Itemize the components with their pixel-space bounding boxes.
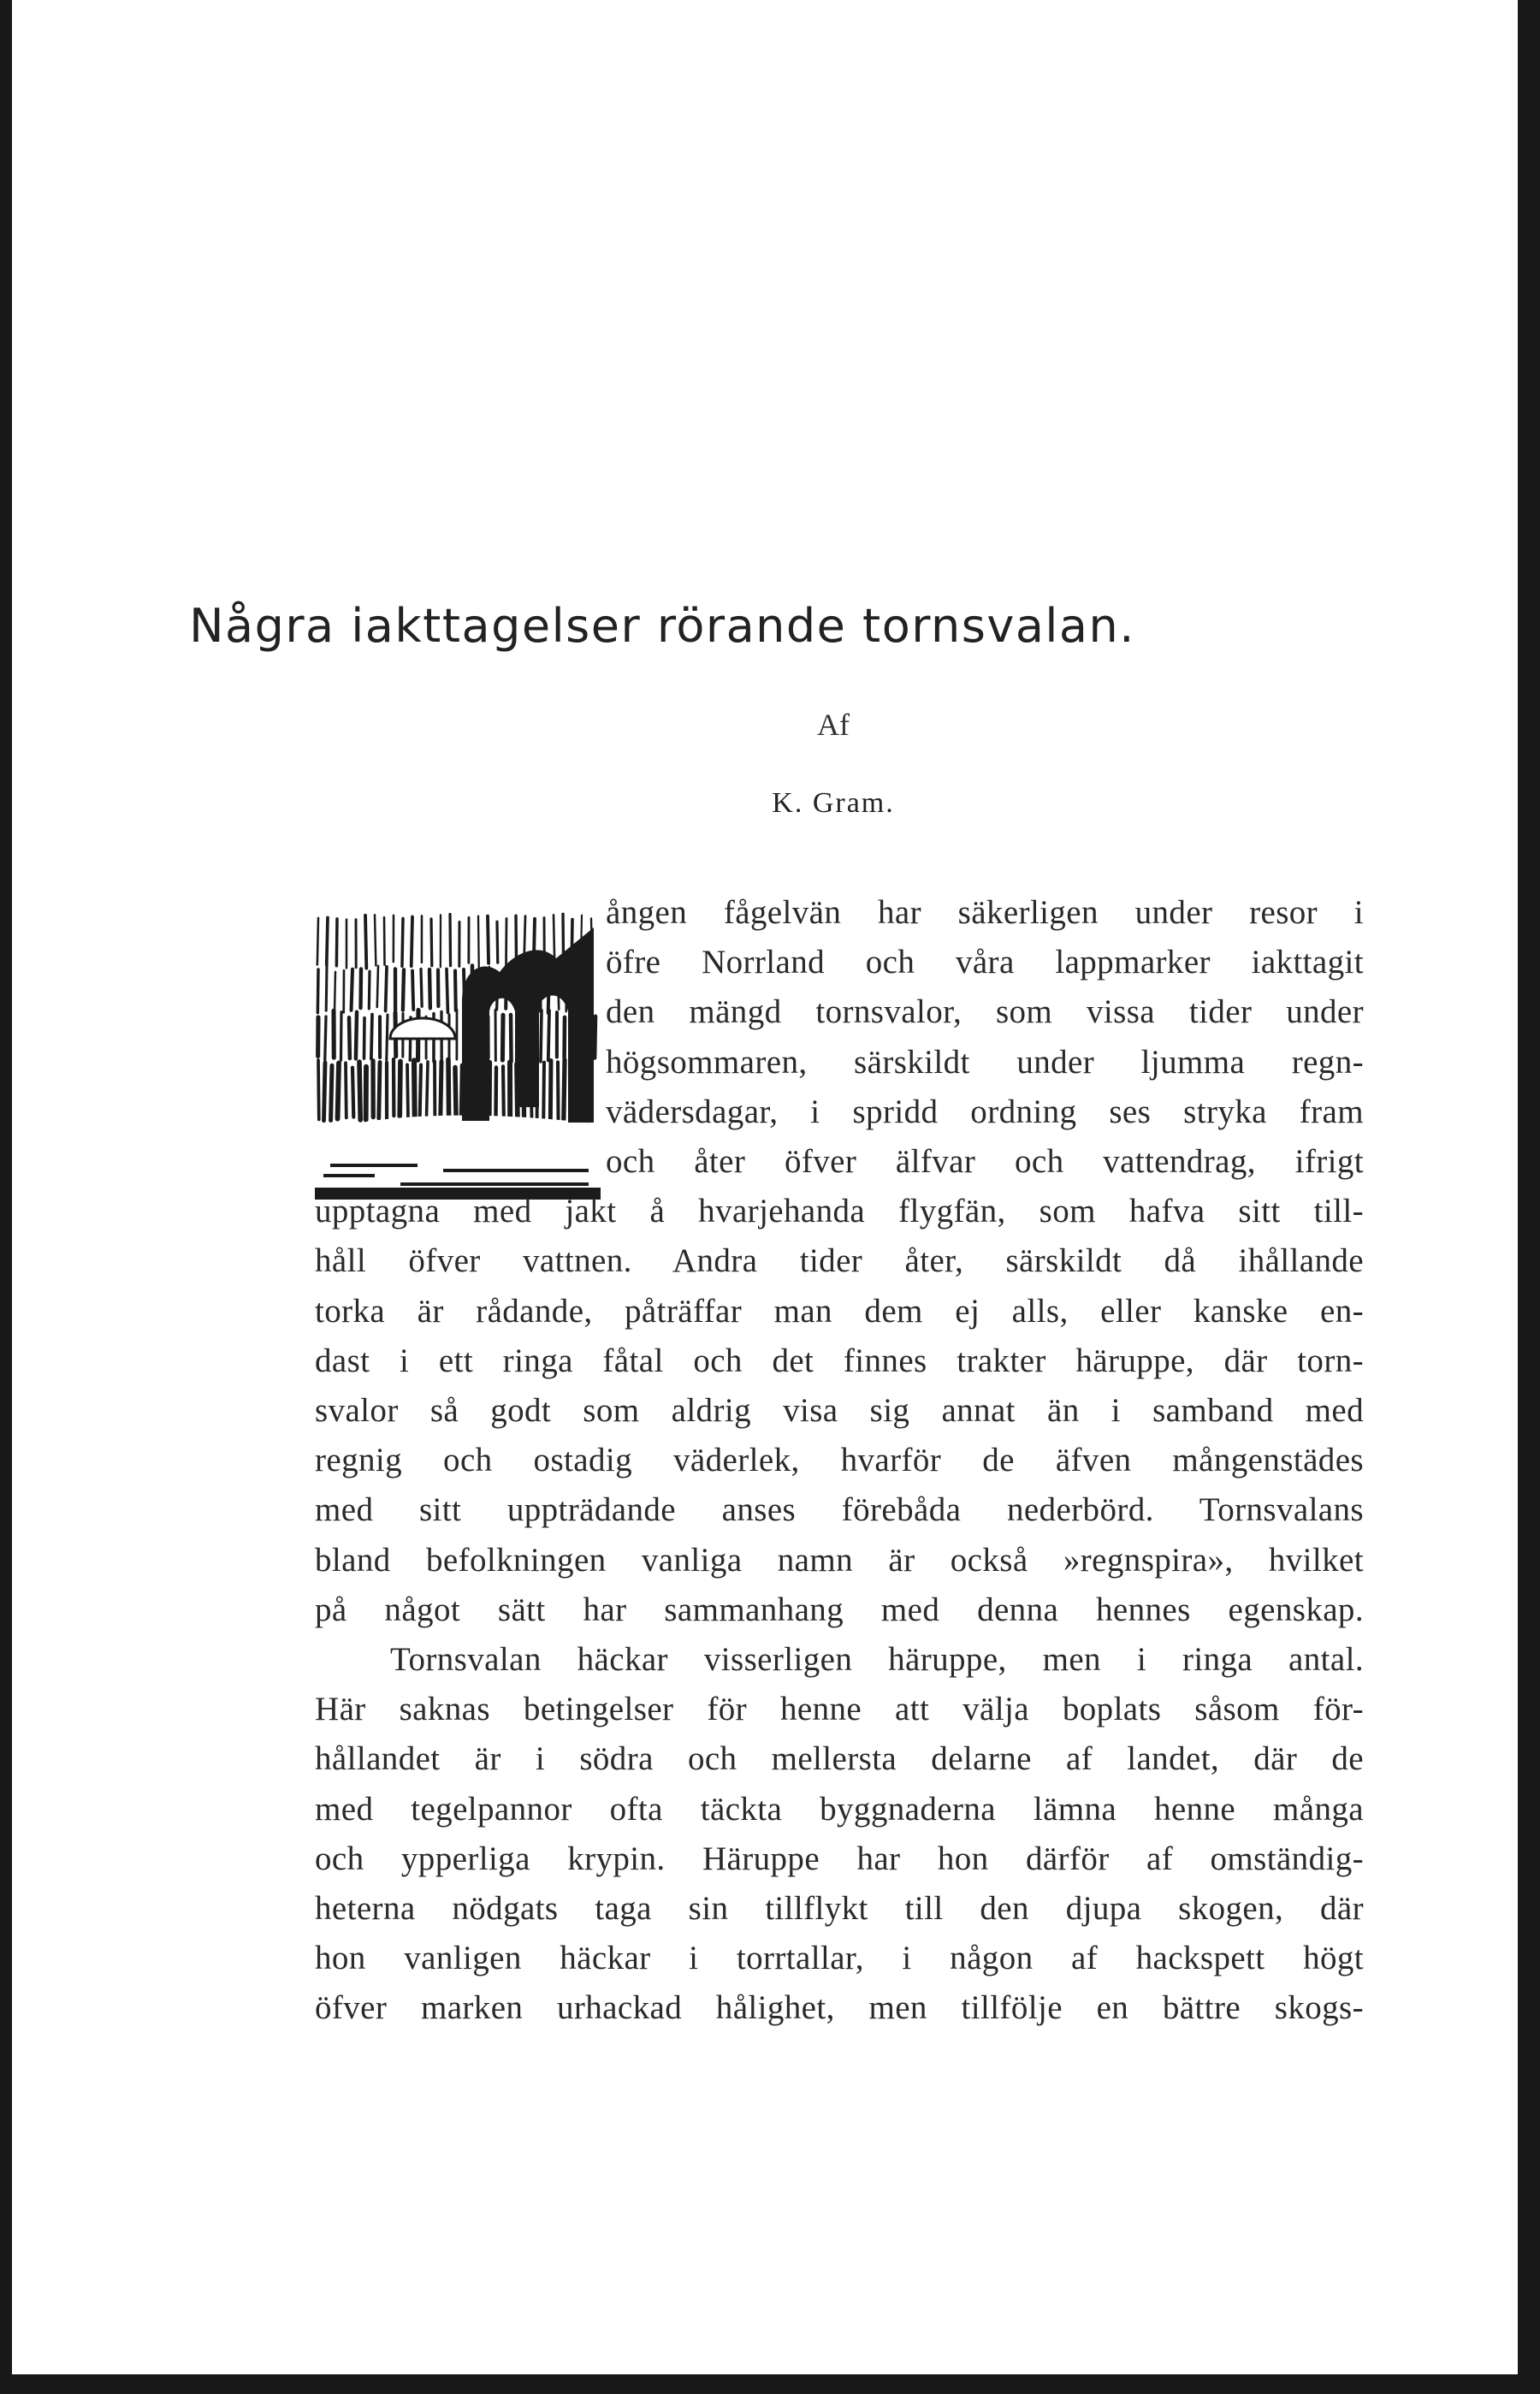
body-line: svalor så godt som aldrig visa sig annat än i samband med bbox=[315, 1392, 1364, 1430]
body-line: högsommaren, särskildt under ljumma regn- bbox=[606, 1043, 1364, 1081]
body-line: på något sätt har sammanhang med denna hennes egenskap. bbox=[315, 1591, 1364, 1628]
body-line: heterna nödgats taga sin tillflykt till den djupa skogen, där bbox=[315, 1890, 1364, 1928]
body-line: vädersdagar, i spridd ordning ses stryka fram bbox=[606, 1093, 1364, 1130]
body-line: öfver marken urhackad hålighet, men tillfölje en bättre skogs- bbox=[315, 1989, 1364, 2027]
body-line: Här saknas betingelser för henne att välja boplats såsom för- bbox=[315, 1691, 1364, 1728]
body-line: öfre Norrland och våra lappmarker iakttagit bbox=[606, 944, 1364, 981]
body-line: dast i ett ringa fåtal och det finnes trakter häruppe, där torn- bbox=[315, 1342, 1364, 1379]
author-name: K. Gram. bbox=[772, 787, 895, 819]
article-title: Några iakttagelser rörande tornsvalan. bbox=[189, 599, 1135, 653]
article-body bbox=[315, 888, 1364, 2034]
body-line: och åter öfver älfvar och vattendrag, ifrigt bbox=[606, 1143, 1364, 1181]
byline-af: Af bbox=[817, 708, 850, 742]
body-line: torka är rådande, påträffar man dem ej alls, eller kanske en- bbox=[315, 1292, 1364, 1330]
body-line: ången fågelvän har säkerligen under resor i bbox=[606, 894, 1364, 931]
body-line: upptagna med jakt å hvarjehanda flygfän, som hafva sitt till- bbox=[315, 1193, 1364, 1230]
body-line: hon vanligen häckar i torrtallar, i någon af hackspett högt bbox=[315, 1940, 1364, 1977]
body-line: bland befolkningen vanliga namn är också »regnspira», hvilket bbox=[315, 1541, 1364, 1579]
body-line: med tegelpannor ofta täckta byggnaderna lämna henne många bbox=[315, 1790, 1364, 1828]
body-line: och ypperliga krypin. Häruppe har hon därför af omständig- bbox=[315, 1840, 1364, 1877]
body-line: hållandet är i södra och mellersta delarne af landet, där de bbox=[315, 1740, 1364, 1778]
document-page bbox=[12, 0, 1518, 2374]
body-line: Tornsvalan häckar visserligen häruppe, men i ringa antal. bbox=[390, 1641, 1364, 1679]
body-line: med sitt uppträdande anses förebåda nederbörd. Tornsvalans bbox=[315, 1491, 1364, 1529]
body-line: håll öfver vattnen. Andra tider åter, särskildt då ihållande bbox=[315, 1242, 1364, 1280]
body-line: den mängd tornsvalor, som vissa tider under bbox=[606, 993, 1364, 1031]
body-line: regnig och ostadig väderlek, hvarför de äfven mångenstädes bbox=[315, 1442, 1364, 1479]
